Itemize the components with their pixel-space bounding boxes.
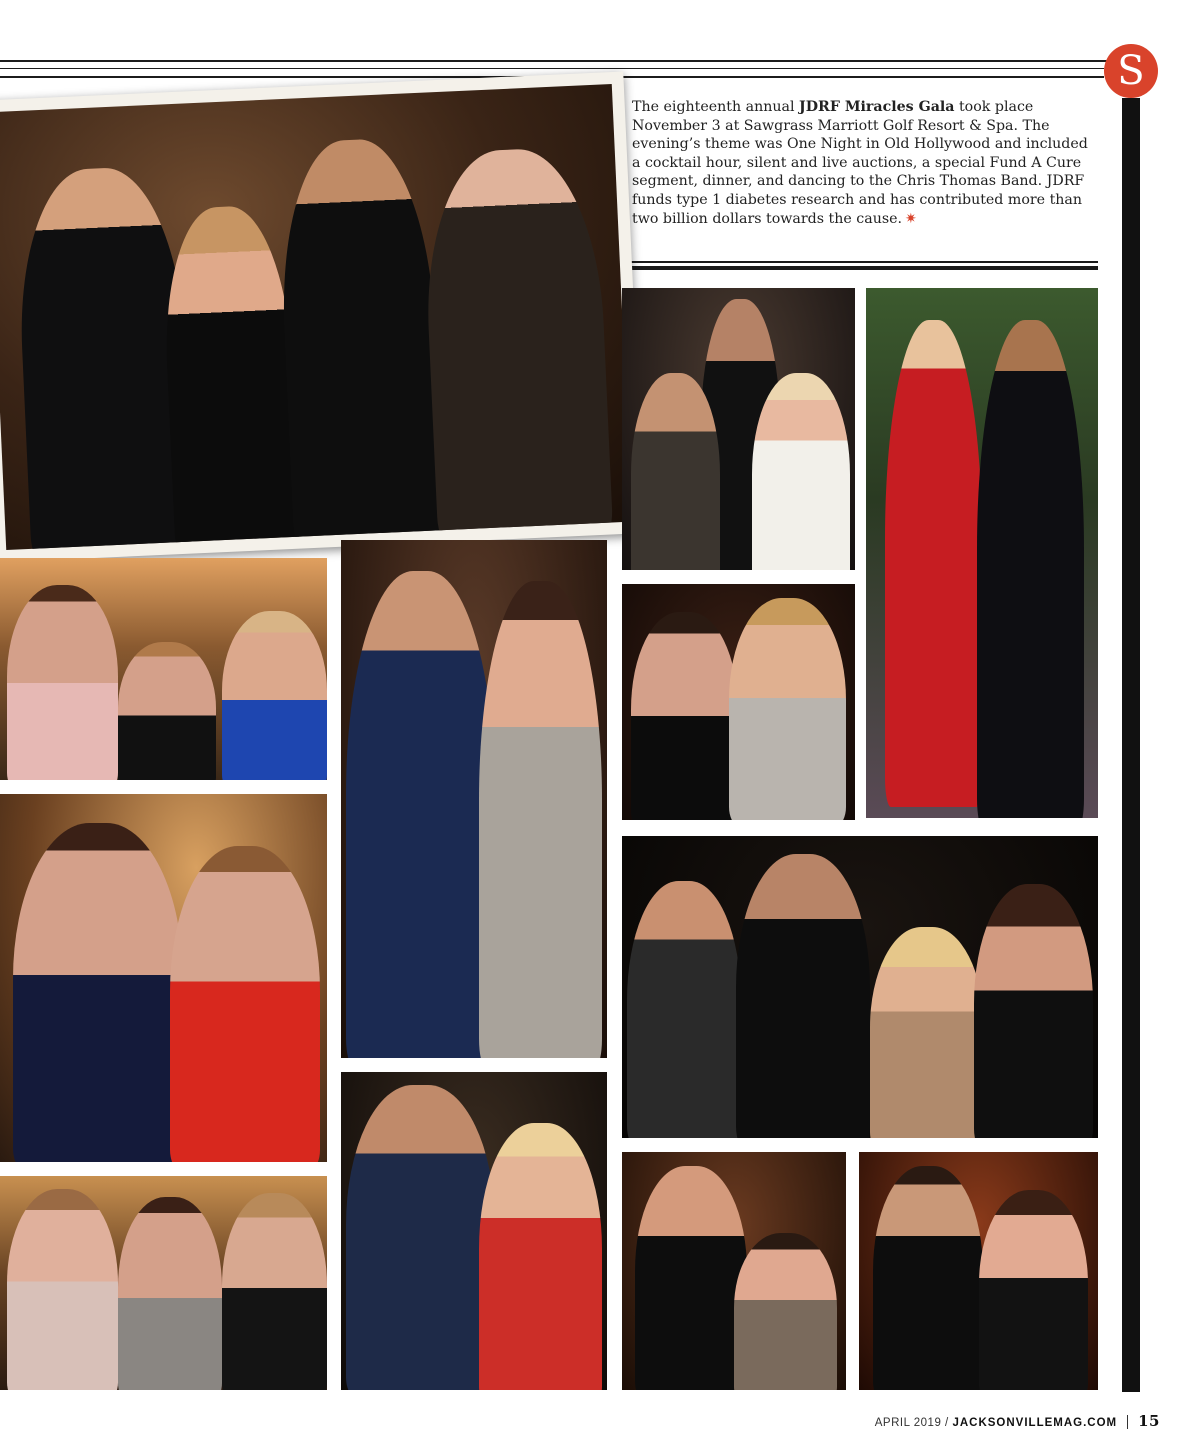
header-rule-middle bbox=[0, 68, 1104, 69]
issue-date: APRIL 2019 / bbox=[874, 1417, 949, 1429]
page-footer bbox=[0, 1412, 1160, 1430]
person-figure bbox=[118, 642, 216, 780]
person-figure bbox=[885, 320, 982, 808]
person-figure bbox=[421, 146, 614, 548]
person-figure bbox=[736, 854, 869, 1138]
intro-rule-top bbox=[622, 261, 1098, 263]
event-name: JDRF Miracles Gala bbox=[799, 99, 955, 115]
photo-two-women-left bbox=[0, 794, 327, 1162]
person-figure bbox=[118, 1197, 223, 1390]
photo-trio-headpiece bbox=[622, 288, 855, 570]
person-figure bbox=[734, 1233, 837, 1390]
person-figure bbox=[222, 611, 327, 780]
photo-couple-bottom-right bbox=[859, 1152, 1098, 1390]
person-figure bbox=[627, 881, 741, 1138]
person-figure bbox=[635, 1166, 747, 1390]
person-figure bbox=[631, 612, 738, 820]
intro-text-rest: took place November 3 at Sawgrass Marriott Golf Resort & Spa. The evening’s theme was One Night in Old Hollywood and included a cocktail hour, silent and live auctions, a special Fund A Cure segment, dinner, and dancing to the Chris Thomas Band. JDRF funds type 1 diabetes research and has contributed more than two billion dollars towards the cause. bbox=[632, 99, 1088, 227]
photo-couple-bottom-left bbox=[622, 1152, 846, 1390]
header-rule-top bbox=[0, 60, 1122, 62]
photo-two-women-right bbox=[622, 584, 855, 820]
person-figure bbox=[7, 585, 118, 780]
person-figure bbox=[752, 373, 850, 570]
person-figure bbox=[870, 927, 984, 1138]
photo-couple-red-dress bbox=[341, 1072, 607, 1390]
lead-photo bbox=[0, 71, 644, 562]
photo-three-women-lanyards bbox=[0, 558, 327, 780]
person-figure bbox=[631, 373, 720, 570]
person-figure bbox=[276, 136, 445, 550]
intro-paragraph bbox=[632, 98, 1092, 228]
intro-text-start: The eighteenth annual bbox=[632, 99, 800, 115]
website-link[interactable]: JACKSONVILLEMAG.COM bbox=[952, 1417, 1118, 1429]
lead-photo-image bbox=[0, 84, 632, 550]
person-figure bbox=[479, 581, 601, 1058]
photo-couple-military bbox=[866, 288, 1098, 818]
photo-group-of-four bbox=[622, 836, 1098, 1138]
section-badge: S bbox=[1104, 44, 1158, 98]
side-bar bbox=[1122, 98, 1140, 1392]
photo-three-women-bottom bbox=[0, 1176, 327, 1390]
person-figure bbox=[160, 204, 301, 550]
person-figure bbox=[977, 320, 1084, 818]
person-figure bbox=[7, 1189, 118, 1390]
person-figure bbox=[222, 1193, 327, 1390]
footer-divider bbox=[1127, 1415, 1128, 1429]
person-figure bbox=[170, 846, 320, 1162]
person-figure bbox=[974, 884, 1093, 1138]
person-figure bbox=[346, 571, 495, 1058]
page-number: 15 bbox=[1138, 1412, 1160, 1430]
person-figure bbox=[346, 1085, 495, 1390]
intro-rule-bottom bbox=[622, 266, 1098, 270]
end-mark-icon: ✷ bbox=[905, 210, 917, 227]
person-figure bbox=[979, 1190, 1089, 1390]
person-figure bbox=[479, 1123, 601, 1390]
person-figure bbox=[13, 823, 183, 1162]
photo-couple-silver-dress bbox=[341, 540, 607, 1058]
person-figure bbox=[729, 598, 846, 820]
person-figure bbox=[873, 1166, 983, 1390]
